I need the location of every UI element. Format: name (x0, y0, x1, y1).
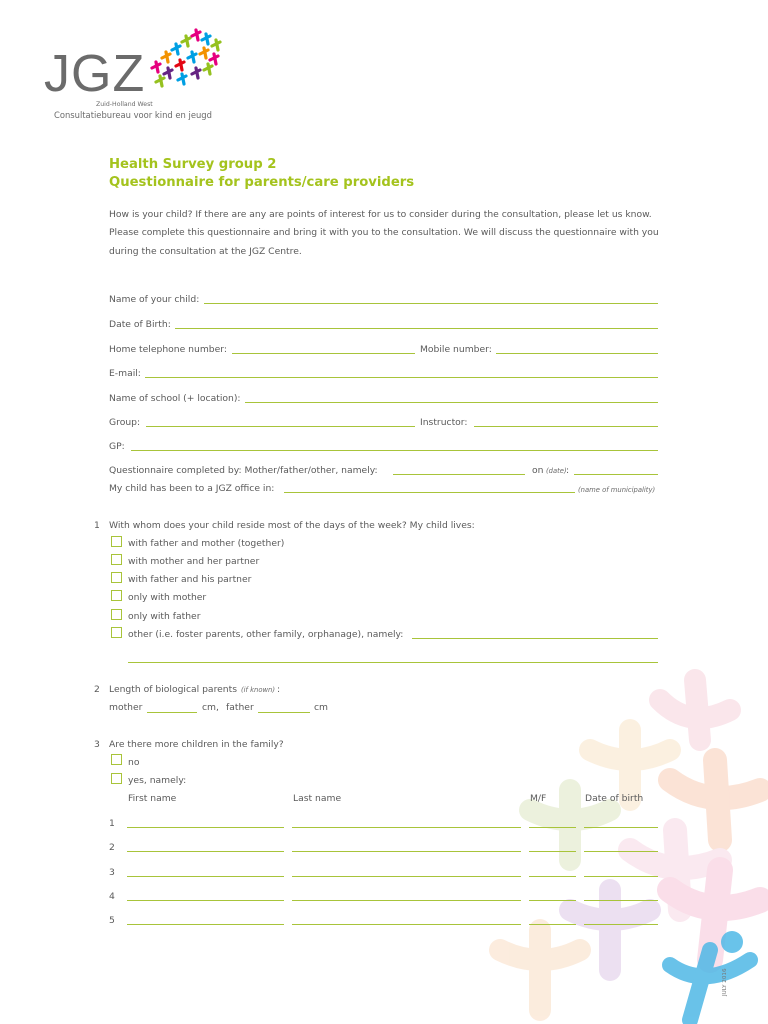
q3-col-dob: Date of birth (585, 793, 644, 804)
input-completed-by[interactable] (393, 474, 525, 475)
q3-col-last-name: Last name (293, 793, 342, 804)
input-mobile[interactable] (496, 353, 658, 354)
page-title-line1: Health Survey group 2 (109, 157, 277, 172)
q3-row4-last[interactable] (292, 900, 521, 901)
q3-row-number-5: 5 (109, 915, 115, 926)
q2-question: Length of biological parents (109, 684, 238, 695)
label-home-phone: Home telephone number: (109, 344, 227, 355)
input-child-name[interactable] (204, 303, 658, 304)
q3-row5-dob[interactable] (584, 924, 658, 925)
q1-checkbox-5[interactable] (111, 609, 122, 620)
q1-option-2: with mother and her partner (128, 556, 260, 567)
input-gp[interactable] (131, 450, 658, 451)
q3-checkbox-yes[interactable] (111, 773, 122, 784)
q1-question: With whom does your child reside most of the days of the week? My child lives: (109, 520, 475, 531)
q1-option-3: with father and his partner (128, 574, 252, 585)
label-email: E-mail: (109, 368, 141, 379)
q1-checkbox-2[interactable] (111, 554, 122, 565)
q3-row3-dob[interactable] (584, 876, 658, 877)
q3-col-first-name: First name (128, 793, 177, 804)
q3-row1-first[interactable] (127, 827, 284, 828)
q1-option-6: other (i.e. foster parents, other family, orphanage), namely: (128, 629, 404, 640)
label-dob: Date of Birth: (109, 319, 171, 330)
q3-row-number-1: 1 (109, 818, 115, 829)
q3-option-yes: yes, namely: (128, 775, 187, 786)
q3-row4-dob[interactable] (584, 900, 658, 901)
q2-number: 2 (94, 684, 100, 695)
q2-mother-label: mother (109, 702, 143, 713)
input-jgz-office[interactable] (284, 492, 575, 493)
q1-option-1: with father and mother (together) (128, 538, 285, 549)
q2-father-label: father (226, 702, 254, 713)
label-school: Name of school (+ location): (109, 393, 241, 404)
q2-mother-input[interactable] (147, 712, 197, 713)
q3-number: 3 (94, 739, 100, 750)
q3-row1-dob[interactable] (584, 827, 658, 828)
q3-col-mf: M/F (530, 793, 547, 804)
q2-cm2: cm (314, 702, 329, 713)
label-group: Group: (109, 417, 141, 428)
q1-other-input-line2[interactable] (128, 662, 658, 663)
q3-checkbox-no[interactable] (111, 754, 122, 765)
q3-row1-last[interactable] (292, 827, 521, 828)
page-title-line2: Questionnaire for parents/care providers (109, 175, 415, 190)
q1-other-input[interactable] (412, 638, 658, 639)
label-mobile: Mobile number: (420, 344, 492, 355)
q3-row2-last[interactable] (292, 851, 521, 852)
q2-father-input[interactable] (258, 712, 310, 713)
input-home-phone[interactable] (232, 353, 415, 354)
q3-row3-mf[interactable] (529, 876, 576, 877)
footer-date: JULY 2016 (722, 968, 728, 996)
q1-checkbox-3[interactable] (111, 572, 122, 583)
logo-wordmark: JGZ (44, 45, 146, 103)
q3-row3-last[interactable] (292, 876, 521, 877)
q3-row4-first[interactable] (127, 900, 284, 901)
label-date-note: (date) (546, 467, 567, 475)
q3-row5-first[interactable] (127, 924, 284, 925)
label-on: on (532, 465, 544, 476)
q3-row-number-3: 3 (109, 867, 115, 878)
q2-note: (if known) (241, 686, 276, 694)
q1-option-4: only with mother (128, 592, 207, 603)
q1-checkbox-4[interactable] (111, 590, 122, 601)
q1-option-5: only with father (128, 611, 201, 622)
label-jgz-office: My child has been to a JGZ office in: (109, 483, 275, 494)
q3-option-no: no (128, 757, 140, 768)
q1-checkbox-6[interactable] (111, 627, 122, 638)
q3-row4-mf[interactable] (529, 900, 576, 901)
label-completed-by: Questionnaire completed by: Mother/father/other, namely: (109, 465, 378, 476)
q3-question: Are there more children in the family? (109, 739, 284, 750)
logo-figures-icon (144, 28, 226, 88)
logo-tagline: Consultatiebureau voor kind en jeugd (54, 110, 212, 120)
q2-cm1: cm, (202, 702, 219, 713)
q3-row2-mf[interactable] (529, 851, 576, 852)
input-instructor[interactable] (474, 426, 658, 427)
q3-row-number-4: 4 (109, 891, 115, 902)
intro-paragraph: How is your child? If there are any are points of interest for us to consider during the consultation, please let us know. Please complete this questionnaire and bring it with you to the consultation. We will discuss the questionnaire with you during the consultation at the JGZ Centre. (109, 209, 659, 257)
label-child-name: Name of your child: (109, 294, 200, 305)
q3-row5-mf[interactable] (529, 924, 576, 925)
input-group[interactable] (146, 426, 415, 427)
q3-row2-first[interactable] (127, 851, 284, 852)
input-completed-date[interactable] (574, 474, 658, 475)
q2-colon: : (277, 684, 281, 695)
q3-row-number-2: 2 (109, 842, 115, 853)
label-date-colon: : (566, 465, 570, 476)
q3-row3-first[interactable] (127, 876, 284, 877)
label-municipality-note: (name of municipality) (578, 486, 656, 494)
q1-checkbox-1[interactable] (111, 536, 122, 547)
q1-number: 1 (94, 520, 100, 531)
input-school[interactable] (245, 402, 658, 403)
input-email[interactable] (145, 377, 658, 378)
q3-row2-dob[interactable] (584, 851, 658, 852)
q3-row5-last[interactable] (292, 924, 521, 925)
input-dob[interactable] (175, 328, 658, 329)
logo-region: Zuid-Holland West (96, 101, 153, 108)
label-gp: GP: (109, 441, 125, 452)
q3-row1-mf[interactable] (529, 827, 576, 828)
jgz-logo (44, 28, 234, 124)
label-instructor: Instructor: (420, 417, 468, 428)
